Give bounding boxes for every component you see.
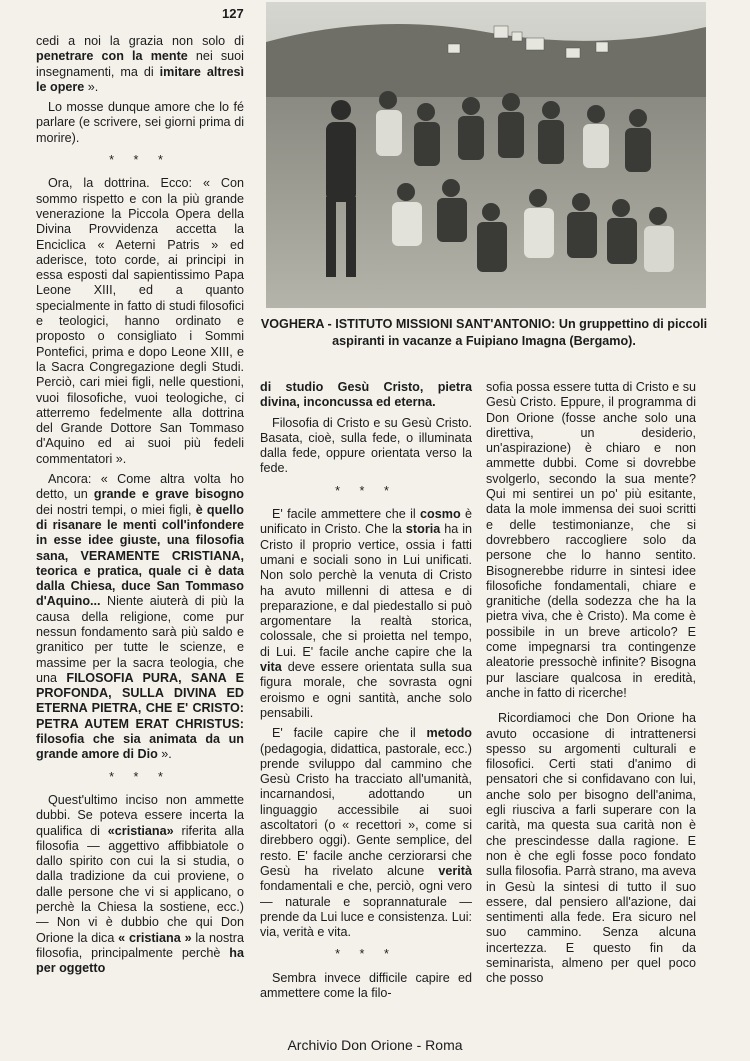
paragraph: Ricordiamoci che Don Orione ha avuto occasione di intrattenersi spesso su argomenti culturali e filosofici. Certi stati d'animo di pensatori che si confidavano con lui, anche solo per bisogno dell'anima, egli riusciva a farli superare con la carità, ma questa sua carità non è che prescindesse dalla ragione. E non è che egli fosse poco fondato sulla filosofia. Parrà strano, ma aveva in Gesù la sintesi di tutto il suo essere, dal pensiero all'azione, dai sentimenti alla fede. Era sicuro nel suo cammino. Senza alcuna incertezza. E questo fin da seminarista, almeno per quel poco che posso xyxy=(486,711,696,986)
paragraph: di studio Gesù Cristo, pietra divina, inconcussa ed eterna. xyxy=(260,380,472,410)
section-separator: * * * xyxy=(335,947,397,962)
column-3 xyxy=(486,380,696,992)
column-2 xyxy=(260,380,472,1006)
paragraph: E' facile capire che il metodo (pedagogia, didattica, pastorale, ecc.) prende sviluppo dal cammino che Gesù Cristo ha tracciato all'umanità, incarnandosi, adottando un linguaggio accessibile ai suoi ascoltatori (o « recettori », come si direbbero oggi). Gente semplice, del resto. E' facile anche cerziorarsi che Gesù ha rivelato alcune verità fondamentali e che, perciò, ogni vero — naturale e soprannaturale — prende da Lui luce e consistenza. Lui: via, verità e vita. xyxy=(260,726,472,940)
paragraph: Filosofia di Cristo e su Gesù Cristo. Basata, cioè, sulla fede, o illuminata dalla fede, oppure orientata verso la fede. xyxy=(260,415,472,476)
paragraph: Sembra invece difficile capire ed ammettere come la filo- xyxy=(260,970,472,1000)
page-number: 127 xyxy=(222,6,244,21)
paragraph: Lo mosse dunque amore che lo fé parlare (e scrivere, sei giorni prima di morire). xyxy=(36,100,244,145)
section-separator: * * * xyxy=(335,483,397,498)
paragraph: cedi a noi la grazia non solo di penetrare con la mente nei suoi insegnamenti, ma di imitare altresì le opere ». xyxy=(36,34,244,94)
group-photo-illustration xyxy=(266,2,706,308)
group-photo xyxy=(266,2,706,308)
photo-caption: VOGHERA - ISTITUTO MISSIONI SANT'ANTONIO: Un gruppettino di piccoli aspiranti in vacanze a Fuipiano Imagna (Bergamo). xyxy=(260,317,708,348)
section-separator: * * * xyxy=(109,769,171,784)
paragraph: sofia possa essere tutta di Cristo e su Gesù Cristo. Eppure, il programma di Don Orione (fosse anche solo una direttiva, un desiderio, un'aspirazione) è chiaro e non ammette dubbi. Come si dovrebbe svolgerlo, secondo la sua mente? Qui mi sentirei un po' più esitante, data la mole immensa dei suoi scritti e delle testimonianze, che si dovrebbero raccogliere solo da persone che lo hanno sentito. Bisognerebbe ridurre in sintesi idee filosofiche fondamentali, chiare e granitiche (della sodezza che ha la pietra viva, che è Cristo). Ma come è possibile in un breve articolo? E come impegnarsi tra contingenze aleatorie pressochè infinite? Bisogna pur lasciare qualcosa in eredità, anche in fatto di ricerche! xyxy=(486,380,696,700)
archive-footer: Archivio Don Orione - Roma xyxy=(287,1037,463,1053)
paragraph: Ora, la dottrina. Ecco: « Con sommo rispetto e con la più grande venerazione la Piccola Opera della Divina Provvidenza accetta la Enciclica « Aeterni Patris » ed aderisce, toto corde, ai principi in essa esposti dal sapientissimo Papa Leone XIII, ed a quanto specialmente in fatto di studi filosofici e teologici, hanno ordinato e proposto o consigliato i Sommi Pontefici, prima e dopo Leone XIII, e la Sacra Congregazione degli Studi. Perciò, cari miei figli, nelle questioni, vuoi filosofiche, vuoi teologiche, ci atterremo fedelmente alla dottrina del Grande Dottore San Tommaso d'Aquino ed ai suoi più fedeli commentatori ». xyxy=(36,176,244,466)
column-1 xyxy=(36,34,244,982)
paragraph: Quest'ultimo inciso non ammette dubbi. Se poteva essere incerta la qualifica di «cristiana» riferita alla filosofia — aggettivo affibbiatole o dallo spirito con cui la si studia, o dalla tradizione da cui proviene, o dalle persone che vi si applicano, o perchè la Chiesa la sostiene, ecc.) — Non vi è dubbio che qui Don Orione la dica « cristiana » la nostra filosofia, principalmente perchè ha per oggetto xyxy=(36,792,245,976)
paragraph: E' facile ammettere che il cosmo è unificato in Cristo. Che la storia ha in Cristo il proprio vertice, ossia i fatti umani e sociali sono in Lui unificati. Non solo perchè la venuta di Cristo ha avuto millenni di attesa e di preparazione, e dal piedestallo si può argomentare la realtà storica, colossale, che si proietta nel tempo, di Lui. E' facile anche capire che la vita deve essere orientata sulla sua figura morale, che sovrasta ogni eroismo e ogni santità, anche solo pensabili. xyxy=(260,507,472,720)
paragraph: Ancora: « Come altra volta ho detto, un grande e grave bisogno dei nostri tempi, o miei figli, è quello di risanare le menti coll'infondere in esse idee giuste, una filosofia sana, VERAMENTE CRISTIANA, teorica e pratica, quale ci è data dalla Chiesa, duce San Tommaso d'Aquino... Niente aiuterà di più la causa della religione, come pur nessun fondamento sarà più saldo e granitico per tutte le scienze, e massime per la sacra teologia, che una FILOSOFIA PURA, SANA E PROFONDA, SULLA DIVINA ED ETERNA PIETRA, CHE E' CRISTO: PETRA AUTEM ERAT CHRISTUS: filosofia che sia animata da un grande amore di Dio ». xyxy=(36,472,245,762)
section-separator: * * * xyxy=(109,153,171,168)
